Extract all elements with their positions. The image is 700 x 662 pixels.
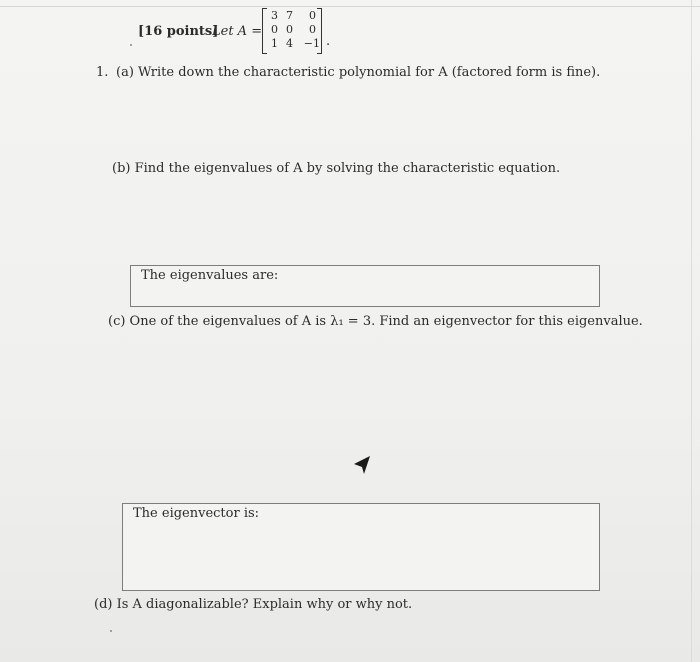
eigenvector-answer-box[interactable]	[122, 503, 600, 591]
points-label: [16 points]	[138, 24, 219, 39]
stray-mark	[130, 44, 132, 46]
matrix-cell: 7	[286, 9, 293, 22]
page-edge	[691, 0, 692, 662]
matrix-cell: 0	[286, 23, 293, 36]
part-c-text: (c) One of the eigenvalues of A is λ₁ = 3. Find an eigenvector for this eigenvalue.	[108, 314, 643, 329]
mouse-pointer-icon	[352, 454, 374, 482]
eigenvalues-box-label: The eigenvalues are:	[141, 268, 279, 283]
let-text: Let A =	[212, 24, 263, 39]
eigenvector-box-label: The eigenvector is:	[133, 506, 260, 521]
part-a-text: (a) Write down the characteristic polynomial for A (factored form is fine).	[116, 65, 601, 80]
matrix-cell: 0	[271, 23, 278, 36]
matrix-a	[262, 8, 322, 54]
stray-mark	[110, 630, 112, 632]
part-b-text: (b) Find the eigenvalues of A by solving the characteristic equation.	[112, 161, 561, 176]
matrix-cell: 4	[286, 37, 293, 50]
top-rule	[0, 6, 700, 7]
matrix-cell: 0	[309, 9, 316, 22]
matrix-cell: 0	[309, 23, 316, 36]
eigenvalues-answer-box[interactable]	[130, 265, 600, 307]
matrix-cell: 1	[271, 37, 278, 50]
part-d-text: (d) Is A diagonalizable? Explain why or why not.	[94, 597, 413, 612]
matrix-period: .	[326, 34, 331, 49]
question-number: 1.	[96, 65, 109, 80]
matrix-cell: 3	[271, 9, 278, 22]
matrix-cell: −1	[303, 37, 320, 50]
